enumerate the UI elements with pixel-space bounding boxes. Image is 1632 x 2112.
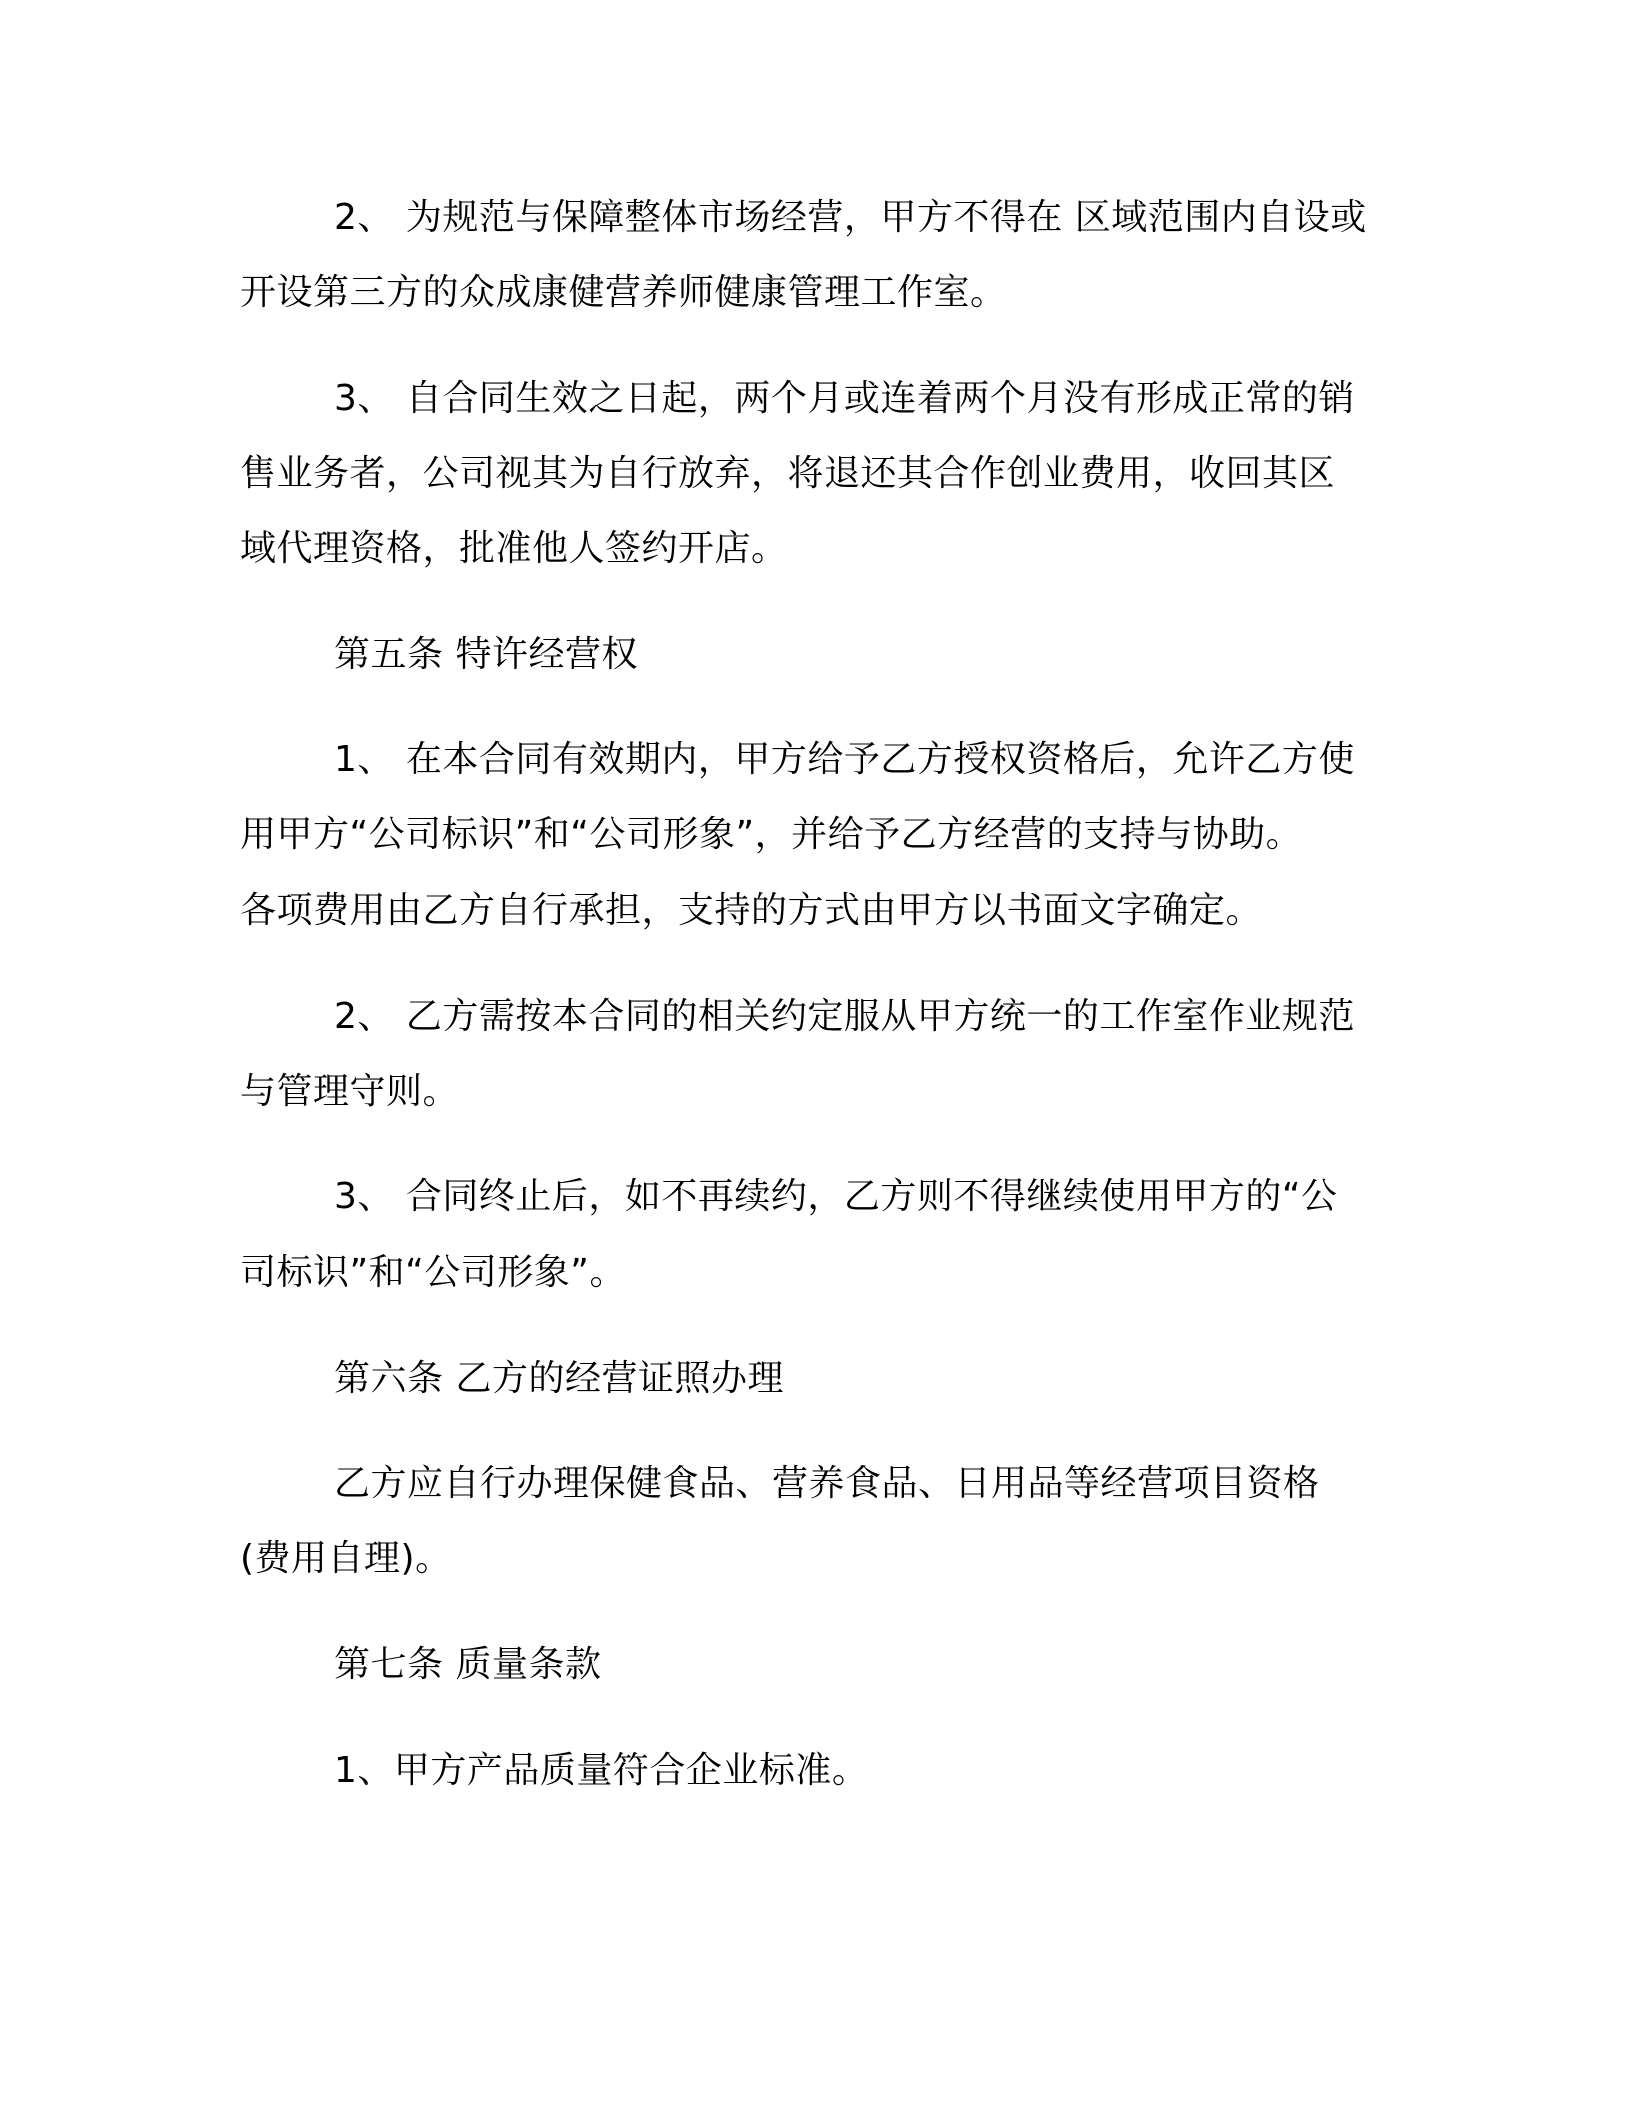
clause-5-heading: 第五条 特许经营权 bbox=[334, 634, 638, 675]
clause-5-item-1-line-3: 各项费用由乙方自行承担，支持的方式由甲方以书面文字确定。 bbox=[240, 890, 1263, 931]
clause-7-heading: 第七条 质量条款 bbox=[334, 1644, 602, 1685]
clause-5-item-3-line-1: 3、 合同终止后，如不再续约，乙方则不得继续使用甲方的“公 bbox=[334, 1176, 1338, 1217]
clause-4-item-2-line-2: 开设第三方的众成康健营养师健康管理工作室。 bbox=[240, 272, 1007, 313]
clause-6-body-line-2: (费用自理)。 bbox=[240, 1538, 452, 1579]
clause-4-item-2-line-1: 2、 为规范与保障整体市场经营，甲方不得在 区域范围内自设或 bbox=[334, 197, 1367, 238]
clause-5-item-1-line-2: 用甲方“公司标识”和“公司形象”，并给予乙方经营的支持与协助。 bbox=[240, 814, 1303, 855]
clause-5-item-1-line-1: 1、 在本合同有效期内，甲方给予乙方授权资格后，允许乙方使 bbox=[334, 739, 1355, 780]
clause-6-body-line-1: 乙方应自行办理保健食品、营养食品、日用品等经营项目资格 bbox=[334, 1463, 1320, 1504]
clause-5-item-2-line-1: 2、 乙方需按本合同的相关约定服从甲方统一的工作室作业规范 bbox=[334, 996, 1355, 1037]
clause-4-item-3-line-1: 3、 自合同生效之日起，两个月或连着两个月没有形成正常的销 bbox=[334, 378, 1355, 419]
clause-7-item-1: 1、甲方产品质量符合企业标准。 bbox=[334, 1750, 869, 1791]
clause-5-item-3-line-2: 司标识”和“公司形象”。 bbox=[240, 1252, 626, 1293]
clause-4-item-3-line-2: 售业务者，公司视其为自行放弃，将退还其合作创业费用，收回其区 bbox=[240, 453, 1336, 494]
clause-5-item-2-line-2: 与管理守则。 bbox=[240, 1071, 460, 1112]
clause-4-item-3-line-3: 域代理资格，批准他人签约开店。 bbox=[240, 528, 788, 569]
clause-6-heading: 第六条 乙方的经营证照办理 bbox=[334, 1358, 784, 1399]
